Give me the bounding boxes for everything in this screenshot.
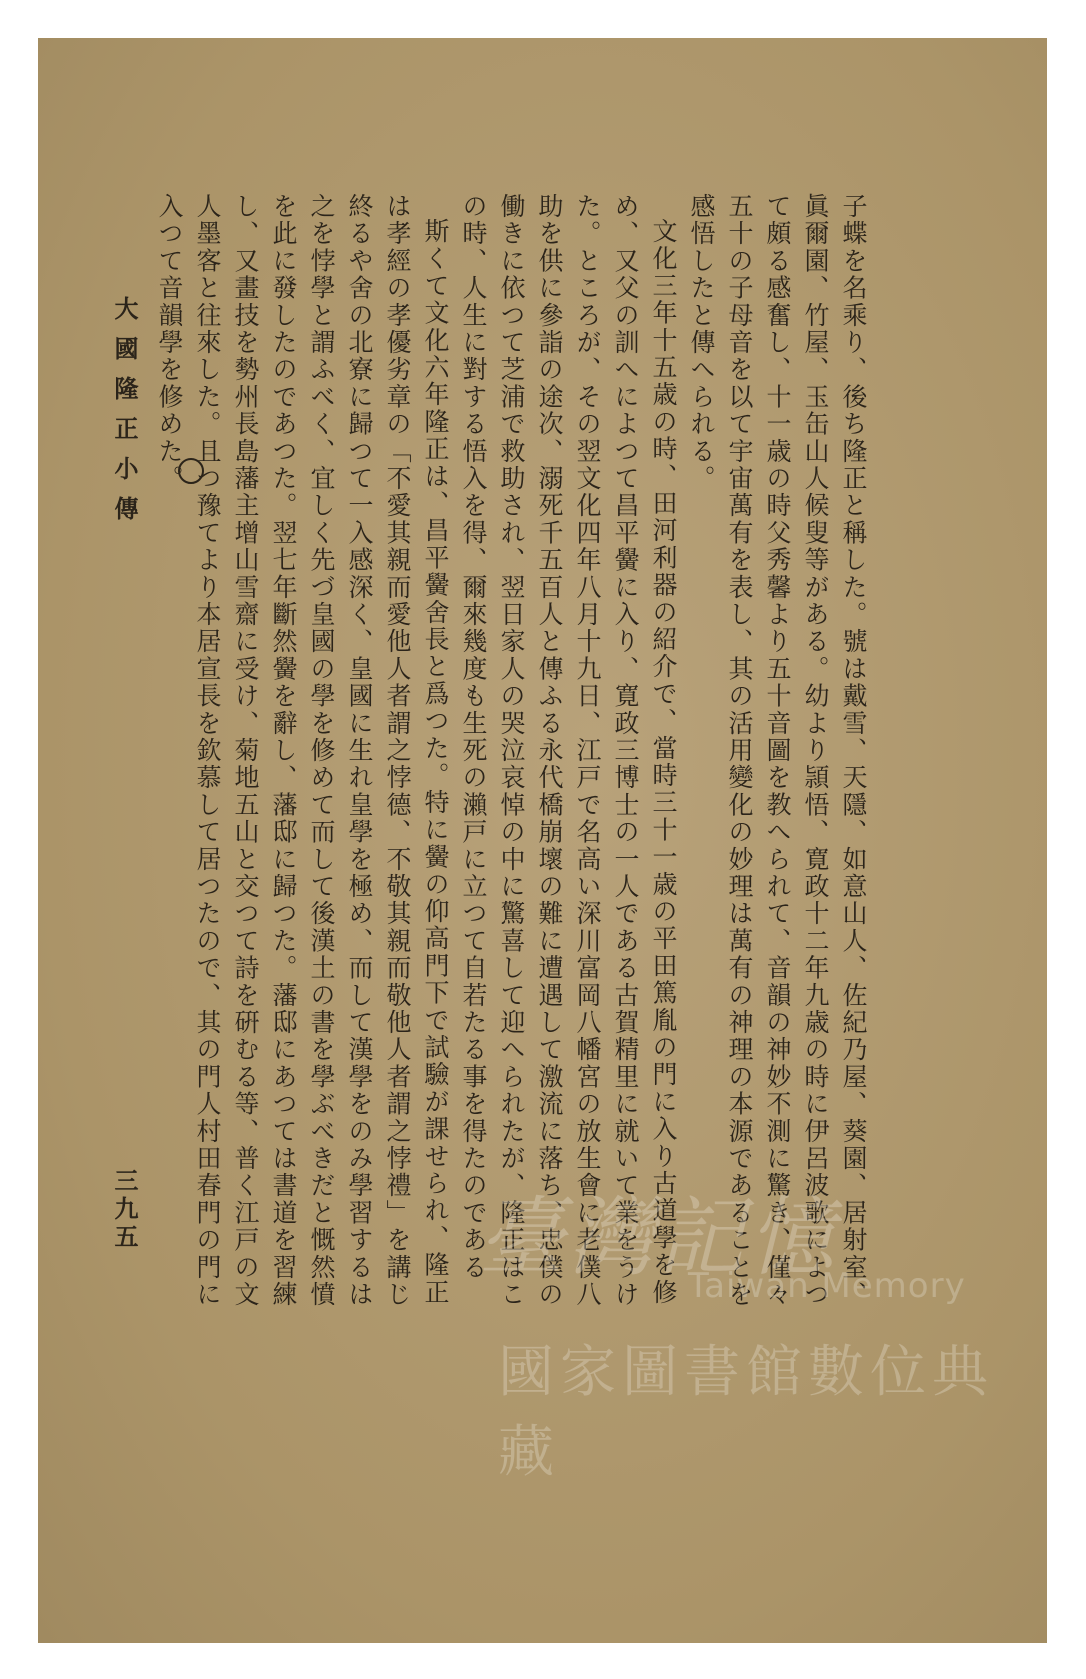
watermark — [478, 1188, 998, 1485]
watermark-script-text: 臺灣記憶 — [478, 1188, 838, 1288]
running-header-title: 大國隆正小傳 — [110, 296, 139, 536]
book-page — [38, 38, 1047, 1643]
watermark-chinese-text: 國家圖書館數位典藏 — [498, 1340, 994, 1485]
body-text — [155, 193, 872, 1323]
paragraph-3: 斯くて文化六年隆正は、昌平黌舍長と爲つた。特に黌の仰高門下で試驗が課せられ、隆正は孝經の孝優劣章の「不愛其親而愛他人者謂之悖德、不敬其親而敬他人者謂之悖禮」を講じ終るや舍の北寮に歸つて一入感深く、皇國に生れ皇學を極め、而して漢學をのみ學習するは之を悖學と謂ふべく、宜しく先づ皇國の學を修めて而して後漢土の書を學ぶべきだと慨然憤を此に發したのであつた。翌七年斷然黌を辭し、藩邸に歸つた。藩邸にあつては書道を習練し、又畫技を勢州長島藩主增山雪齋に受け、菊地五山と交つて詩を硏むる等、普く江戸の文人墨客と往來した。且つ豫てより本居宣長を欽慕して居つたので、其の門人村田春門の門に入つて音韻學を修めた。 — [155, 193, 450, 1309]
page-number: 三九五 — [110, 1168, 139, 1252]
circle-mark-icon — [178, 458, 204, 484]
watermark-english-text: Taiwan Memory — [688, 1266, 966, 1306]
paragraph-2: 文化三年十五歳の時、田河利器の紹介で、當時三十一歳の平田篤胤の門に入り古道學を修め、又父の訓へによつて昌平黌に入り、寛政三博士の一人である古賀精里に就いて業をうけた。ところが、その翌文化四年八月十九日、江戸で名高い深川富岡八幡宮の放生會に老僕八助を供に參詣の途次、溺死千五百人と傳ふる永代橋崩壞の難に遭遇して激流に落ち、忠僕の働きに依つて芝浦で救助され、翌日家人の哭泣哀悼の中に驚喜して迎へられたが、隆正はこの時、人生に對する悟入を得、爾來幾度も生死の瀨戸に立つて自若たる事を得たのである — [459, 193, 678, 1309]
paragraph-1: 子蝶を名乘り、後ち隆正と稱した。號は戴雪、天隱、如意山人、佐紀乃屋、葵園、居射室、眞爾園、竹屋、玉缶山人候叟等がある。幼より頴悟、寛政十二年九歳の時に伊呂波歌によつて頗る感奮し、十一歳の時父秀馨より五十音圖を教へられて、音韻の神妙不測に驚き、僅々五十の子母音を以て宇宙萬有を表し、其の活用變化の妙理は萬有の神理の本源であることを感悟したと傳へられる。 — [687, 193, 868, 1309]
